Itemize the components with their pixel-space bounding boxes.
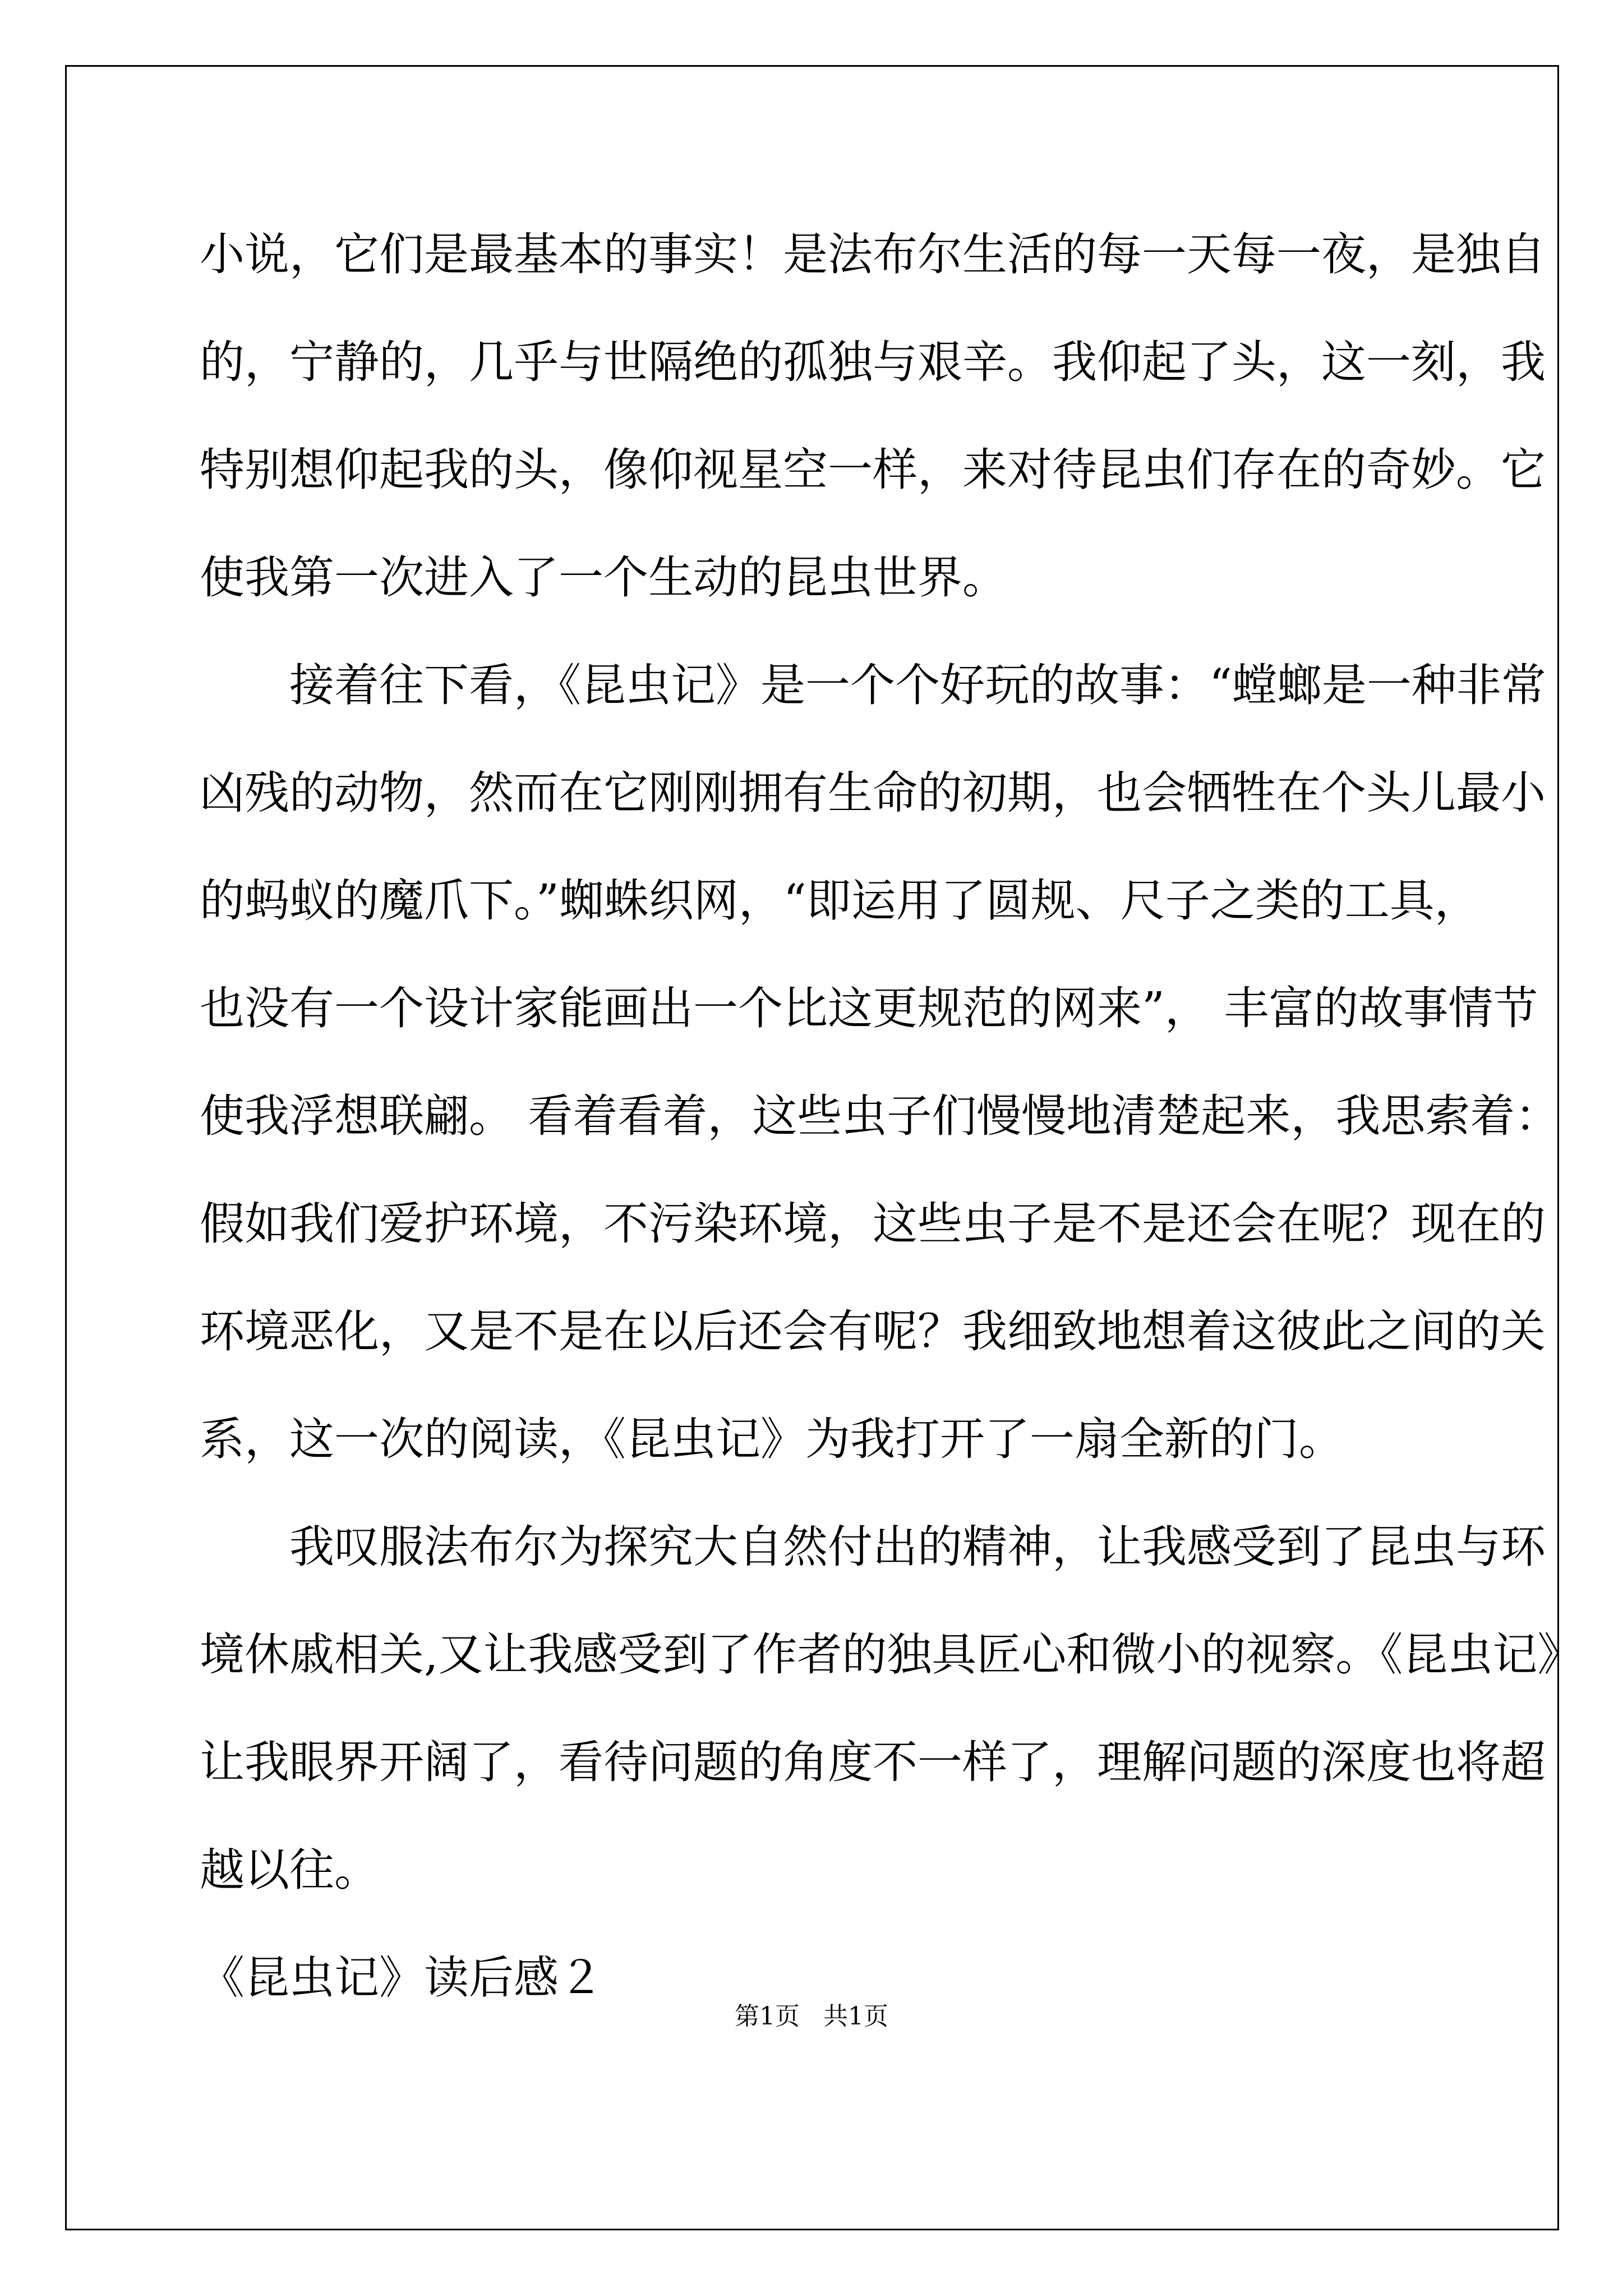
text-line: 假如我们爱护环境，不污染环境，这些虫子是不是还会在呢？现在的 [200,1198,1546,1250]
text-line: 接着往下看，《昆虫记》是一个个好玩的故事：“螳螂是一种非常 [289,659,1546,711]
text-line: 小说，它们是最基本的事实！是法布尔生活的每一天每一夜，是独自 [200,228,1546,280]
text-line: 让我眼界开阔了，看待问题的角度不一样了，理解问题的深度也将超 [200,1736,1546,1788]
text-line: 环境恶化，又是不是在以后还会有呢？我细致地想着这彼此之间的关 [200,1305,1546,1358]
paragraph-1 [200,201,1546,632]
paragraph-2 [200,632,1560,1493]
text-line: 特别想仰起我的头，像仰视星空一样，来对待昆虫们存在的奇妙。它 [200,444,1546,496]
text-line: 也没有一个设计家能画出一个比这更规范的网来”， 丰富的故事情节 [200,982,1538,1034]
text-line: 凶残的动物，然而在它刚刚拥有生命的初期，也会牺牲在个头儿最小 [200,767,1546,819]
text-line: 的蚂蚁的魔爪下。”蜘蛛织网，“即运用了圆规、尺子之类的工具， [200,875,1479,927]
text-line: 越以往。 [200,1844,379,1896]
page-footer: 第1页 共1页 [735,2002,888,2031]
text-line: 我叹服法布尔为探究大自然付出的精神，让我感受到了昆虫与环 [289,1521,1546,1573]
paragraph-3 [200,1493,1583,1924]
text-line: 使我第一次进入了一个生动的昆虫世界。 [200,551,1007,604]
heading-text: 《昆虫记》读后感２ [200,1952,603,2004]
document-body [200,201,1583,2032]
text-line: 系，这一次的阅读，《昆虫记》为我打开了一扇全新的门。 [200,1413,1344,1465]
text-line: 的，宁静的，几乎与世隔绝的孤独与艰辛。我仰起了头，这一刻，我 [200,336,1546,388]
text-line: 境休戚相关,又让我感受到了作者的独具匠心和微小的视察。《昆虫记》 [200,1628,1583,1681]
text-line: 使我浮想联翩。 看着看着，这些虫子们慢慢地清楚起来，我思索着： [200,1090,1560,1142]
